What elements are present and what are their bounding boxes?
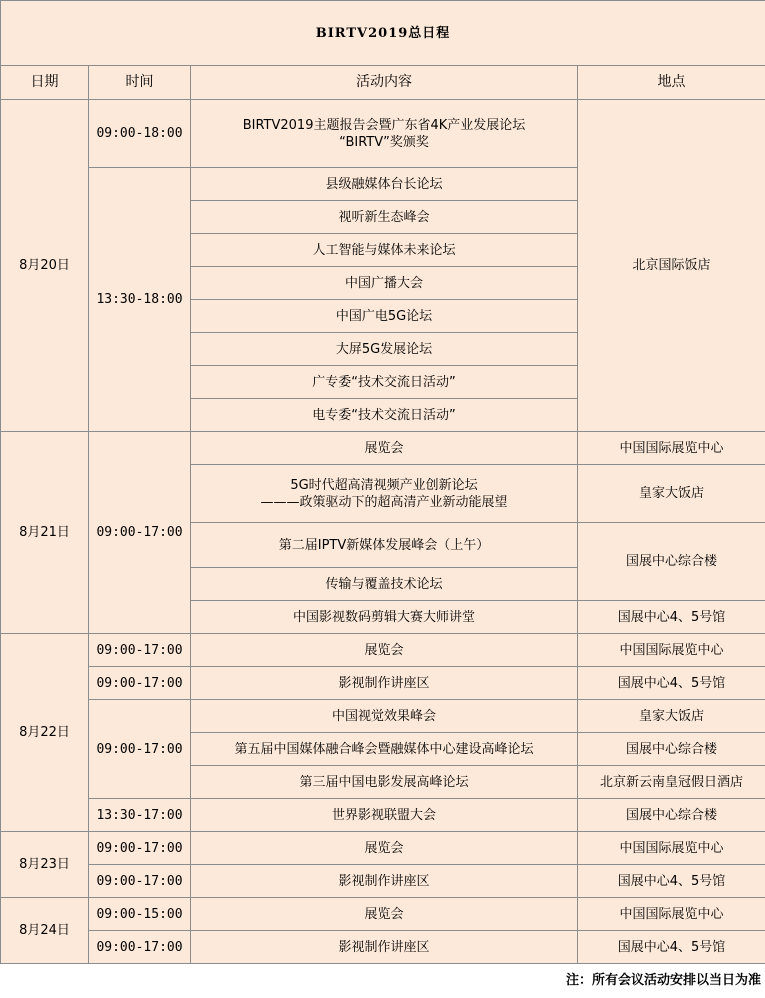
activity-text: 大屏5G发展论坛 — [335, 341, 433, 357]
activity-text: 中国广播大会 — [344, 275, 423, 291]
schedule-row — [1, 667, 765, 700]
activity-cell — [191, 898, 578, 931]
activity-text: 中国影视数码剪辑大赛大师讲堂 — [292, 609, 475, 625]
schedule-row — [1, 799, 765, 832]
schedule-row — [1, 931, 765, 964]
time-cell: 09:00-17:00 — [89, 667, 191, 700]
header-activity: 活动内容 — [191, 66, 578, 100]
activity-text: 5G时代超高清视频产业创新论坛 — [290, 477, 478, 493]
activity-cell — [191, 700, 578, 733]
venue-cell: 中国国际展览中心 — [578, 634, 765, 667]
activity-cell — [191, 399, 578, 432]
time-cell: 09:00-17:00 — [89, 634, 191, 667]
activity-text: 影视制作讲座区 — [338, 873, 430, 889]
date-cell: 8月23日 — [1, 832, 89, 898]
venue-cell: 北京国际饭店 — [578, 100, 765, 432]
activity-text: 县级融媒体台长论坛 — [325, 176, 443, 192]
schedule-row — [1, 898, 765, 931]
venue-cell: 国展中心4、5号馆 — [578, 865, 765, 898]
schedule-row — [1, 432, 765, 465]
date-cell: 8月21日 — [1, 432, 89, 634]
activity-text: 展览会 — [364, 440, 404, 456]
date-cell: 8月24日 — [1, 898, 89, 964]
activity-text: 影视制作讲座区 — [338, 939, 430, 955]
activity-cell — [191, 667, 578, 700]
activity-text: “BIRTV”奖颁奖 — [339, 134, 429, 150]
activity-text: 世界影视联盟大会 — [331, 807, 436, 823]
schedule-row — [1, 865, 765, 898]
activity-text: 人工智能与媒体未来论坛 — [312, 242, 456, 258]
time-cell: 13:30-17:00 — [89, 799, 191, 832]
activity-text: 中国视觉效果峰会 — [331, 708, 436, 724]
venue-cell: 国展中心4、5号馆 — [578, 601, 765, 634]
header-venue: 地点 — [578, 66, 765, 100]
activity-text: 影视制作讲座区 — [338, 675, 430, 691]
schedule-row — [1, 832, 765, 865]
activity-cell — [191, 168, 578, 201]
venue-cell: 国展中心4、5号馆 — [578, 667, 765, 700]
activity-text: 展览会 — [364, 642, 404, 658]
venue-cell: 国展中心综合楼 — [578, 733, 765, 766]
activity-cell — [191, 300, 578, 333]
time-cell: 09:00-17:00 — [89, 700, 191, 799]
activity-cell — [191, 333, 578, 366]
schedule-row — [1, 700, 765, 733]
venue-cell: 中国国际展览中心 — [578, 898, 765, 931]
activity-cell — [191, 931, 578, 964]
activity-cell — [191, 601, 578, 634]
activity-cell — [191, 733, 578, 766]
activity-cell — [191, 432, 578, 465]
time-cell: 09:00-15:00 — [89, 898, 191, 931]
venue-cell: 国展中心4、5号馆 — [578, 931, 765, 964]
venue-cell: 皇家大饭店 — [578, 700, 765, 733]
time-cell: 09:00-17:00 — [89, 432, 191, 634]
activity-cell — [191, 201, 578, 234]
venue-cell: 北京新云南皇冠假日酒店 — [578, 766, 765, 799]
time-cell: 09:00-17:00 — [89, 865, 191, 898]
venue-cell: 国展中心综合楼 — [578, 523, 765, 601]
date-cell: 8月20日 — [1, 100, 89, 432]
activity-cell — [191, 832, 578, 865]
activity-cell — [191, 865, 578, 898]
venue-cell: 中国国际展览中心 — [578, 432, 765, 465]
activity-cell — [191, 523, 578, 568]
schedule-row — [1, 100, 765, 168]
schedule-row — [1, 634, 765, 667]
footnote: 注：所有会议活动安排以当日为准 — [565, 973, 761, 988]
schedule-title: BIRTV2019总日程 — [1, 1, 765, 66]
activity-cell — [191, 766, 578, 799]
time-cell: 13:30-18:00 — [89, 168, 191, 432]
time-cell: 09:00-17:00 — [89, 931, 191, 964]
header-date: 日期 — [1, 66, 89, 100]
activity-cell — [191, 267, 578, 300]
activity-cell — [191, 100, 578, 168]
activity-text: 视听新生态峰会 — [338, 209, 430, 225]
time-cell: 09:00-17:00 — [89, 832, 191, 865]
header-time: 时间 — [89, 66, 191, 100]
venue-cell: 皇家大饭店 — [578, 465, 765, 523]
activity-text: 展览会 — [364, 840, 404, 856]
activity-text: 第五届中国媒体融合峰会暨融媒体中心建设高峰论坛 — [234, 741, 534, 757]
activity-text: 展览会 — [364, 906, 404, 922]
activity-text: 第三届中国电影发展高峰论坛 — [299, 774, 469, 790]
activity-text: 广专委“技术交流日活动” — [312, 374, 456, 390]
activity-cell — [191, 634, 578, 667]
activity-text: 第二届IPTV新媒体发展峰会（上午） — [278, 537, 490, 553]
activity-cell — [191, 366, 578, 399]
activity-cell — [191, 568, 578, 601]
header-row — [1, 66, 765, 100]
activity-cell — [191, 465, 578, 523]
activity-text: 中国广电5G论坛 — [335, 308, 433, 324]
time-cell: 09:00-18:00 — [89, 100, 191, 168]
date-cell: 8月22日 — [1, 634, 89, 832]
activity-cell — [191, 799, 578, 832]
activity-text: ———政策驱动下的超高清产业新动能展望 — [260, 494, 508, 510]
venue-cell: 国展中心综合楼 — [578, 799, 765, 832]
activity-text: BIRTV2019主题报告会暨广东省4K产业发展论坛 — [242, 117, 526, 133]
activity-text: 电专委“技术交流日活动” — [312, 407, 456, 423]
activity-text: 传输与覆盖技术论坛 — [325, 576, 443, 592]
venue-cell: 中国国际展览中心 — [578, 832, 765, 865]
activity-cell — [191, 234, 578, 267]
